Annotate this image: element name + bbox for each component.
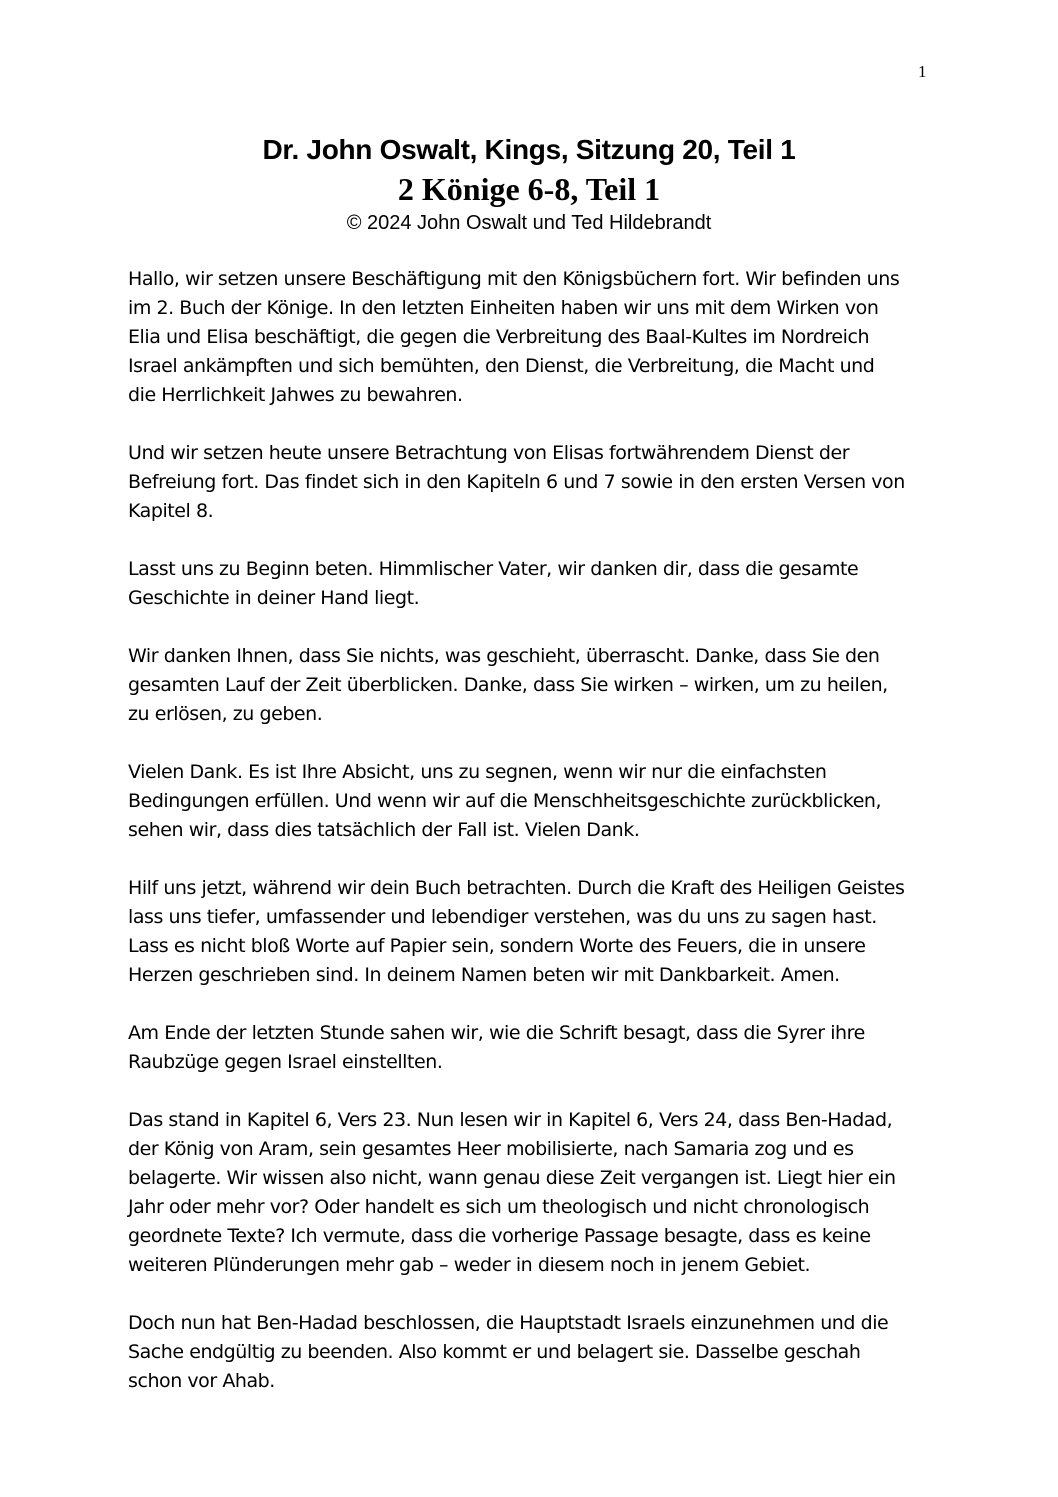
document-body bbox=[128, 265, 944, 1425]
paragraph-line: Herzen geschrieben sind. In deinem Namen beten wir mit Dankbarkeit. Amen. bbox=[128, 964, 840, 986]
document-subtitle: 2 Könige 6-8, Teil 1 bbox=[397, 171, 661, 207]
paragraph-line: Das stand in Kapitel 6, Vers 23. Nun lesen wir in Kapitel 6, Vers 24, dass Ben-Hadad, bbox=[128, 1109, 893, 1131]
copyright-line: © 2024 John Oswalt und Ted Hildebrandt bbox=[346, 212, 712, 234]
paragraph-line: der König von Aram, sein gesamtes Heer mobilisierte, nach Samaria zog und es bbox=[128, 1138, 854, 1160]
paragraph-line: die Herrlichkeit Jahwes zu bewahren. bbox=[128, 384, 463, 406]
body-paragraph bbox=[128, 265, 944, 410]
paragraph-line: Lass es nicht bloß Worte auf Papier sein, sondern Worte des Feuers, die in unsere bbox=[128, 935, 866, 957]
paragraph-line: Lasst uns zu Beginn beten. Himmlischer Vater, wir danken dir, dass die gesamte bbox=[128, 558, 859, 580]
body-paragraph bbox=[128, 874, 944, 990]
body-paragraph bbox=[128, 642, 944, 729]
paragraph-line: Und wir setzen heute unsere Betrachtung von Elisas fortwährendem Dienst der bbox=[128, 442, 850, 464]
paragraph-line: Befreiung fort. Das findet sich in den Kapiteln 6 und 7 sowie in den ersten Versen von bbox=[128, 471, 905, 493]
paragraph-line: Israel ankämpften und sich bemühten, den Dienst, die Verbreitung, die Macht und bbox=[128, 355, 875, 377]
paragraph-line: Hallo, wir setzen unsere Beschäftigung mit den Königsbüchern fort. Wir befinden uns bbox=[128, 268, 900, 290]
paragraph-line: lass uns tiefer, umfassender und lebendiger verstehen, was du uns zu sagen hast. bbox=[128, 906, 877, 928]
paragraph-line: im 2. Buch der Könige. In den letzten Einheiten haben wir uns mit dem Wirken von bbox=[128, 297, 879, 319]
paragraph-line: Geschichte in deiner Hand liegt. bbox=[128, 587, 420, 609]
paragraph-line: Sache endgültig zu beenden. Also kommt er und belagert sie. Dasselbe geschah bbox=[128, 1341, 861, 1363]
paragraph-line: weiteren Plünderungen mehr gab – weder in diesem noch in jenem Gebiet. bbox=[128, 1254, 811, 1276]
paragraph-line: Kapitel 8. bbox=[128, 500, 214, 522]
document-title: Dr. John Oswalt, Kings, Sitzung 20, Teil 1 bbox=[262, 134, 796, 165]
body-paragraph bbox=[128, 1019, 944, 1077]
paragraph-line: Vielen Dank. Es ist Ihre Absicht, uns zu segnen, wenn wir nur die einfachsten bbox=[128, 761, 827, 783]
body-paragraph bbox=[128, 555, 944, 613]
paragraph-line: belagerte. Wir wissen also nicht, wann genau diese Zeit vergangen ist. Liegt hier ein bbox=[128, 1167, 896, 1189]
paragraph-line: Raubzüge gegen Israel einstellten. bbox=[128, 1051, 443, 1073]
paragraph-line: zu erlösen, zu geben. bbox=[128, 703, 323, 725]
paragraph-line: sehen wir, dass dies tatsächlich der Fall ist. Vielen Dank. bbox=[128, 819, 640, 841]
paragraph-line: schon vor Ahab. bbox=[128, 1370, 275, 1392]
paragraph-line: Hilf uns jetzt, während wir dein Buch betrachten. Durch die Kraft des Heiligen Geistes bbox=[128, 877, 905, 899]
page-number: 1 bbox=[918, 62, 927, 81]
paragraph-line: Jahr oder mehr vor? Oder handelt es sich um theologisch und nicht chronologisch bbox=[128, 1196, 870, 1218]
paragraph-line: Bedingungen erfüllen. Und wenn wir auf die Menschheitsgeschichte zurückblicken, bbox=[128, 790, 882, 812]
body-paragraph bbox=[128, 758, 944, 845]
body-paragraph bbox=[128, 1106, 944, 1280]
body-paragraph bbox=[128, 439, 944, 526]
paragraph-line: Elia und Elisa beschäftigt, die gegen die Verbreitung des Baal-Kultes im Nordreich bbox=[128, 326, 870, 348]
document-header bbox=[0, 131, 1058, 237]
paragraph-line: geordnete Texte? Ich vermute, dass die vorherige Passage besagte, dass es keine bbox=[128, 1225, 871, 1247]
paragraph-line: Wir danken Ihnen, dass Sie nichts, was geschieht, überrascht. Danke, dass Sie den bbox=[128, 645, 880, 667]
paragraph-line: Am Ende der letzten Stunde sahen wir, wie die Schrift besagt, dass die Syrer ihre bbox=[128, 1022, 865, 1044]
body-paragraph bbox=[128, 1309, 944, 1396]
paragraph-line: gesamten Lauf der Zeit überblicken. Danke, dass Sie wirken – wirken, um zu heilen, bbox=[128, 674, 888, 696]
paragraph-line: Doch nun hat Ben-Hadad beschlossen, die Hauptstadt Israels einzunehmen und die bbox=[128, 1312, 889, 1334]
